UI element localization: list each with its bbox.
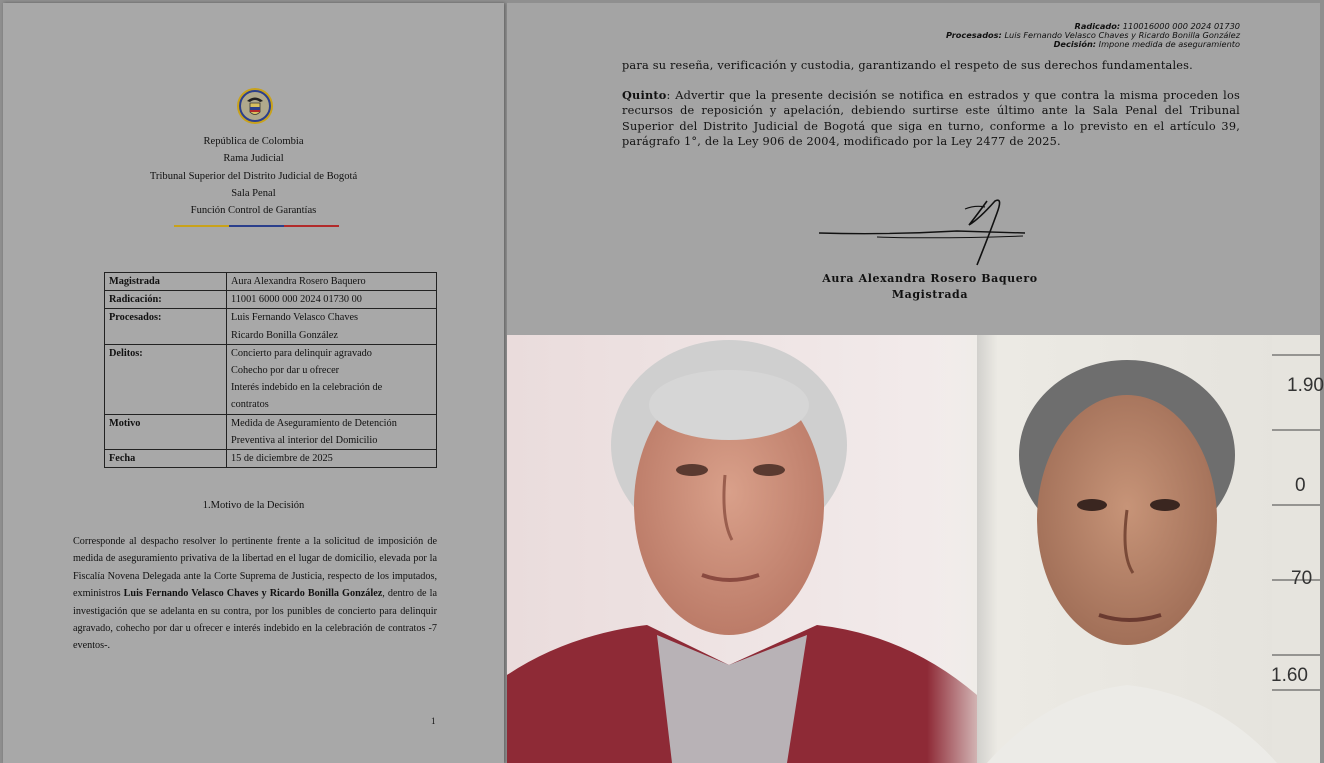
flag-divider — [174, 225, 339, 227]
header-line-tribunal: Tribunal Superior del Distrito Judicial de Bogotá — [149, 170, 358, 182]
header-line-function: Función Control de Garantías — [190, 205, 317, 217]
height-mark-0: 0 — [1295, 475, 1306, 496]
handwritten-signature — [817, 195, 1029, 267]
value-line: Cohecho por dar u ofrecer — [231, 365, 340, 377]
value-line: Interés indebido en la celebración de — [231, 382, 383, 394]
row-label: Procesados: — [105, 309, 227, 344]
row-label: Fecha — [105, 450, 227, 468]
row-value — [227, 344, 437, 414]
quinto-text: : Advertir que la presente decisión se notifica en estrados y que contra la misma proceden los recursos de reposición y apelación, debiendo surtirse este último ante la Sala Penal del Tribunal Superior del Distrito Judicial de Bogotá que siga en turno, conforme a lo previsto en el artículo 39, parágrafo 1°, de la Ley 906 de 2004, modificado por la Ley 2477 de 2025. — [622, 89, 1240, 148]
table-row — [105, 273, 437, 291]
meta-label: Radicado: — [1074, 21, 1121, 31]
value-line: Aura Alexandra Rosero Baquero — [231, 276, 366, 287]
signer-title: Magistrada — [891, 287, 969, 301]
decision-paragraph — [73, 533, 437, 655]
custody-paragraph: para su reseña, verificación y custodia, garantizando el respeto de sus derechos fundamentales. — [622, 59, 1193, 72]
height-chart — [1272, 335, 1320, 763]
section-title: 1.Motivo de la Decisión — [202, 500, 305, 511]
value-line: Preventiva al interior del Domicilio — [231, 434, 378, 446]
paragraph-text-1: Corresponde al despacho resolver lo pertinente frente a la solicitud de imposición de medida de aseguramiento privativa de la libertad en el lugar de domicilio, elevada por la Fiscalía Novena Delegada ante la Corte Suprema de Justicia, respecto de los imputados, exministros — [73, 536, 437, 600]
row-value — [227, 450, 437, 468]
resolution-page-1 — [3, 3, 504, 763]
value-line: Concierto para delinquir agravado — [231, 347, 372, 359]
value-line: Ricardo Bonilla González — [231, 329, 338, 341]
row-value — [227, 309, 437, 344]
value-line: Luis Fernando Velasco Chaves — [231, 312, 359, 324]
quinto-paragraph — [622, 88, 1240, 149]
signature-block — [747, 271, 1113, 302]
row-label: Radicación: — [105, 291, 227, 309]
value-line: 11001 6000 000 2024 01730 00 — [231, 294, 362, 306]
row-value — [227, 273, 437, 291]
value-line: Medida de Aseguramiento de Detención — [231, 417, 397, 429]
meta-label: Decisión: — [1053, 39, 1097, 50]
case-info-table — [104, 272, 437, 468]
value-line: 15 de diciembre de 2025 — [231, 453, 333, 465]
quinto-label: Quinto — [622, 88, 667, 103]
meta-value: Luis Fernando Velasco Chaves y Ricardo Bonilla González — [1001, 30, 1240, 41]
row-value — [227, 414, 437, 449]
value-line: contratos — [231, 399, 269, 411]
height-mark-160: 1.60 — [1271, 665, 1308, 686]
page-number: 1 — [431, 716, 436, 726]
table-row — [105, 309, 437, 344]
row-label: Magistrada — [105, 273, 227, 291]
defendant-photo-right — [927, 335, 1320, 763]
resolution-last-page — [507, 3, 1320, 335]
meta-decision — [946, 40, 1240, 49]
case-meta-header — [946, 22, 1240, 50]
row-label: Motivo — [105, 414, 227, 449]
signer-name: Aura Alexandra Rosero Baquero — [822, 272, 1038, 285]
flag-blue-stripe — [229, 225, 284, 227]
table-row — [105, 344, 437, 414]
table-row — [105, 291, 437, 309]
header-line-chamber: Sala Penal — [231, 187, 276, 199]
flag-yellow-stripe — [174, 225, 229, 227]
defendants-photos — [507, 335, 1324, 763]
court-header — [3, 133, 504, 219]
table-row — [105, 414, 437, 449]
meta-value: 110016000 000 2024 01730 — [1120, 21, 1240, 31]
header-line-country: República de Colombia — [203, 136, 304, 147]
colombia-coat-of-arms-icon — [236, 87, 274, 125]
defendants-names: Luis Fernando Velasco Chaves y Ricardo Bonilla González — [123, 588, 383, 600]
height-mark-190: 1.90 — [1287, 375, 1324, 396]
defendant-photo-left — [507, 335, 977, 763]
row-label: Delitos: — [105, 344, 227, 414]
row-value — [227, 291, 437, 309]
resolution-text — [622, 58, 1240, 164]
flag-red-stripe — [284, 225, 339, 227]
paragraph-text-2: , dentro de la investigación que se adelanta en su contra, por los punibles de concierto para delinquir agravado, cohecho por dar u ofrecer e interés indebido en la celebración de contratos -7 eventos-. — [73, 588, 437, 652]
table-row — [105, 450, 437, 468]
height-mark-70: 70 — [1291, 568, 1313, 589]
meta-value: Impone medida de aseguramiento — [1096, 39, 1240, 50]
meta-label: Procesados: — [945, 30, 1002, 41]
header-line-branch: Rama Judicial — [223, 153, 284, 165]
